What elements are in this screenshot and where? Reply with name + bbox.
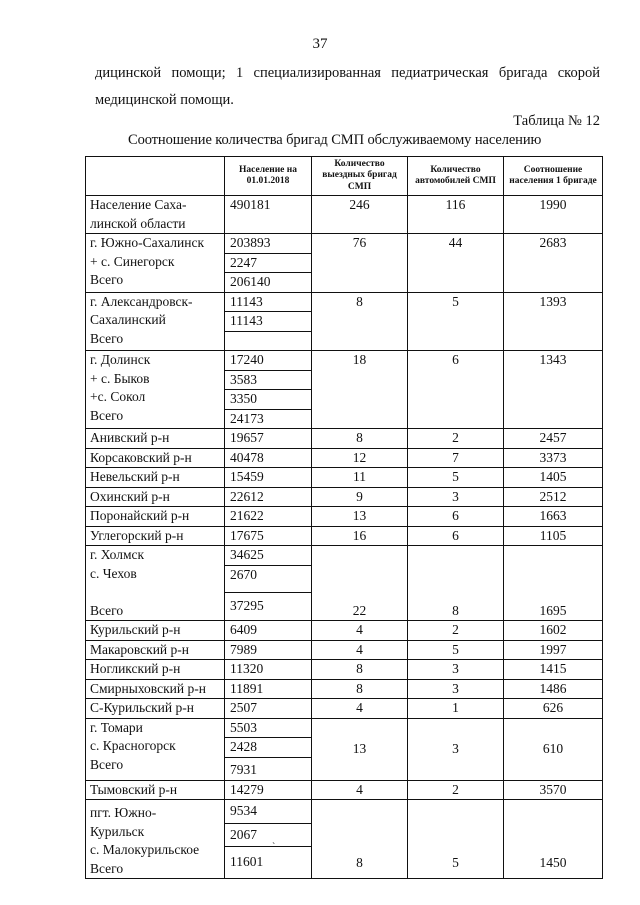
cell-vehicles: 5 <box>408 468 504 488</box>
cell-brigades: 8 <box>312 660 408 680</box>
table-row <box>86 292 603 312</box>
cell-ratio: 1695 <box>504 546 603 621</box>
cell-ratio: 1405 <box>504 468 603 488</box>
cell-population: 2247 <box>225 253 312 273</box>
cell-brigades: 22 <box>312 546 408 621</box>
table-number: Таблица № 12 <box>513 113 600 129</box>
intro-paragraph <box>95 60 600 114</box>
cell-vehicles: 5 <box>408 640 504 660</box>
cell-brigades: 13 <box>312 718 408 780</box>
cell-vehicles: 3 <box>408 718 504 780</box>
cell-name: Углегорский р-н <box>86 526 225 546</box>
cell-population: 203893 <box>225 234 312 254</box>
table-row <box>86 487 603 507</box>
cell-population: 24173 <box>225 409 312 429</box>
cell-vehicles: 6 <box>408 526 504 546</box>
cell-brigades: 4 <box>312 640 408 660</box>
cell-population: 6409 <box>225 621 312 641</box>
cell-population: 11320 <box>225 660 312 680</box>
cell-ratio: 1393 <box>504 292 603 351</box>
cell-population <box>225 331 312 351</box>
cell-ratio: 1602 <box>504 621 603 641</box>
page-mark: ˋ <box>272 842 276 853</box>
cell-brigades: 9 <box>312 487 408 507</box>
cell-brigades: 8 <box>312 800 408 879</box>
cell-vehicles: 1 <box>408 699 504 719</box>
cell-ratio: 1990 <box>504 196 603 234</box>
cell-name: Макаровский р-н <box>86 640 225 660</box>
cell-name: Курильский р-н <box>86 621 225 641</box>
table-row <box>86 526 603 546</box>
cell-ratio: 3373 <box>504 448 603 468</box>
header-population: Население на 01.01.2018 <box>225 157 312 196</box>
cell-brigades: 12 <box>312 448 408 468</box>
cell-population: 206140 <box>225 273 312 293</box>
cell-brigades: 246 <box>312 196 408 234</box>
cell-name: Корсаковский р-н <box>86 448 225 468</box>
cell-name: пгт. Южно- Курильск с. Малокурильское Всего <box>86 800 225 879</box>
cell-population: 2507 <box>225 699 312 719</box>
table-row <box>86 800 603 824</box>
cell-population: 7931 <box>225 757 312 780</box>
cell-vehicles: 44 <box>408 234 504 293</box>
cell-ratio: 1343 <box>504 351 603 429</box>
cell-ratio: 2683 <box>504 234 603 293</box>
cell-ratio: 1997 <box>504 640 603 660</box>
table-row <box>86 429 603 449</box>
table-row <box>86 780 603 800</box>
brigades-table <box>85 156 603 879</box>
cell-ratio: 1105 <box>504 526 603 546</box>
cell-brigades: 4 <box>312 780 408 800</box>
paragraph-line-1: дицинской помощи; 1 специализированная педиатрическая бригада скорой <box>95 65 600 81</box>
cell-vehicles: 3 <box>408 487 504 507</box>
cell-name: Охинский р-н <box>86 487 225 507</box>
header-vehicles: Количество автомобилей СМП <box>408 157 504 196</box>
table-row <box>86 718 603 738</box>
cell-ratio: 626 <box>504 699 603 719</box>
cell-ratio: 1663 <box>504 507 603 527</box>
cell-population: 21622 <box>225 507 312 527</box>
cell-population: 2428 <box>225 738 312 758</box>
table-row <box>86 448 603 468</box>
cell-vehicles: 2 <box>408 780 504 800</box>
cell-population: 19657 <box>225 429 312 449</box>
table-row <box>86 640 603 660</box>
header-brigades: Количество выездных бригад СМП <box>312 157 408 196</box>
cell-vehicles: 8 <box>408 546 504 621</box>
cell-population: 14279 <box>225 780 312 800</box>
cell-population: 11143 <box>225 312 312 332</box>
cell-population: 9534 <box>225 800 312 824</box>
cell-brigades: 4 <box>312 699 408 719</box>
cell-ratio: 2512 <box>504 487 603 507</box>
cell-vehicles: 7 <box>408 448 504 468</box>
cell-name: Анивский р-н <box>86 429 225 449</box>
cell-name: г. Александровск- Сахалинский Всего <box>86 292 225 351</box>
cell-population: 7989 <box>225 640 312 660</box>
header-ratio: Соотношение населения 1 бригаде <box>504 157 603 196</box>
cell-population: 3583 <box>225 370 312 390</box>
cell-population: 37295 <box>225 593 312 621</box>
cell-population: 34625 <box>225 546 312 566</box>
cell-name: Население Саха- линской области <box>86 196 225 234</box>
cell-name: г. Томари с. Красногорск Всего <box>86 718 225 780</box>
cell-vehicles: 116 <box>408 196 504 234</box>
cell-name: Поронайский р-н <box>86 507 225 527</box>
cell-brigades: 16 <box>312 526 408 546</box>
table-row <box>86 679 603 699</box>
cell-population: 11601 <box>225 847 312 879</box>
cell-vehicles: 2 <box>408 621 504 641</box>
cell-name: С-Курильский р-н <box>86 699 225 719</box>
cell-name: Смирныховский р-н <box>86 679 225 699</box>
page-number: 37 <box>312 36 328 52</box>
cell-brigades: 11 <box>312 468 408 488</box>
cell-vehicles: 5 <box>408 292 504 351</box>
cell-ratio: 2457 <box>504 429 603 449</box>
cell-population: 3350 <box>225 390 312 410</box>
table-row <box>86 660 603 680</box>
paragraph-line-2: медицинской помощи. <box>95 92 234 108</box>
cell-name: Невельский р-н <box>86 468 225 488</box>
cell-population: 17240 <box>225 351 312 371</box>
cell-vehicles: 3 <box>408 660 504 680</box>
cell-population: 17675 <box>225 526 312 546</box>
cell-ratio: 1486 <box>504 679 603 699</box>
cell-brigades: 8 <box>312 679 408 699</box>
cell-brigades: 76 <box>312 234 408 293</box>
cell-name: Тымовский р-н <box>86 780 225 800</box>
table-row <box>86 468 603 488</box>
cell-vehicles: 6 <box>408 507 504 527</box>
table-row <box>86 351 603 371</box>
table-row <box>86 234 603 254</box>
table-row <box>86 546 603 566</box>
cell-vehicles: 2 <box>408 429 504 449</box>
cell-vehicles: 3 <box>408 679 504 699</box>
cell-name: г. Холмск с. Чехов Всего <box>86 546 225 621</box>
cell-brigades: 13 <box>312 507 408 527</box>
cell-name: г. Южно-Сахалинск + с. Синегорск Всего <box>86 234 225 293</box>
header-name <box>86 157 225 196</box>
cell-population: 490181 <box>225 196 312 234</box>
table-row <box>86 507 603 527</box>
cell-vehicles: 6 <box>408 351 504 429</box>
cell-brigades: 8 <box>312 292 408 351</box>
cell-ratio: 3570 <box>504 780 603 800</box>
table-row <box>86 196 603 234</box>
cell-vehicles: 5 <box>408 800 504 879</box>
cell-population: 2670 <box>225 565 312 593</box>
cell-ratio: 1415 <box>504 660 603 680</box>
table-row <box>86 621 603 641</box>
cell-population: 22612 <box>225 487 312 507</box>
cell-ratio: 1450 <box>504 800 603 879</box>
table-title: Соотношение количества бригад СМП обслуживаемому населению <box>128 132 542 148</box>
table-header-row <box>86 157 603 196</box>
cell-name: г. Долинск + с. Быков +с. Сокол Всего <box>86 351 225 429</box>
cell-population: 5503 <box>225 718 312 738</box>
cell-ratio: 610 <box>504 718 603 780</box>
cell-population: 40478 <box>225 448 312 468</box>
cell-brigades: 4 <box>312 621 408 641</box>
cell-population: 2067 <box>225 823 312 847</box>
cell-name: Ногликский р-н <box>86 660 225 680</box>
cell-brigades: 8 <box>312 429 408 449</box>
table-row <box>86 699 603 719</box>
cell-brigades: 18 <box>312 351 408 429</box>
cell-population: 11891 <box>225 679 312 699</box>
cell-population: 15459 <box>225 468 312 488</box>
cell-population: 11143 <box>225 292 312 312</box>
